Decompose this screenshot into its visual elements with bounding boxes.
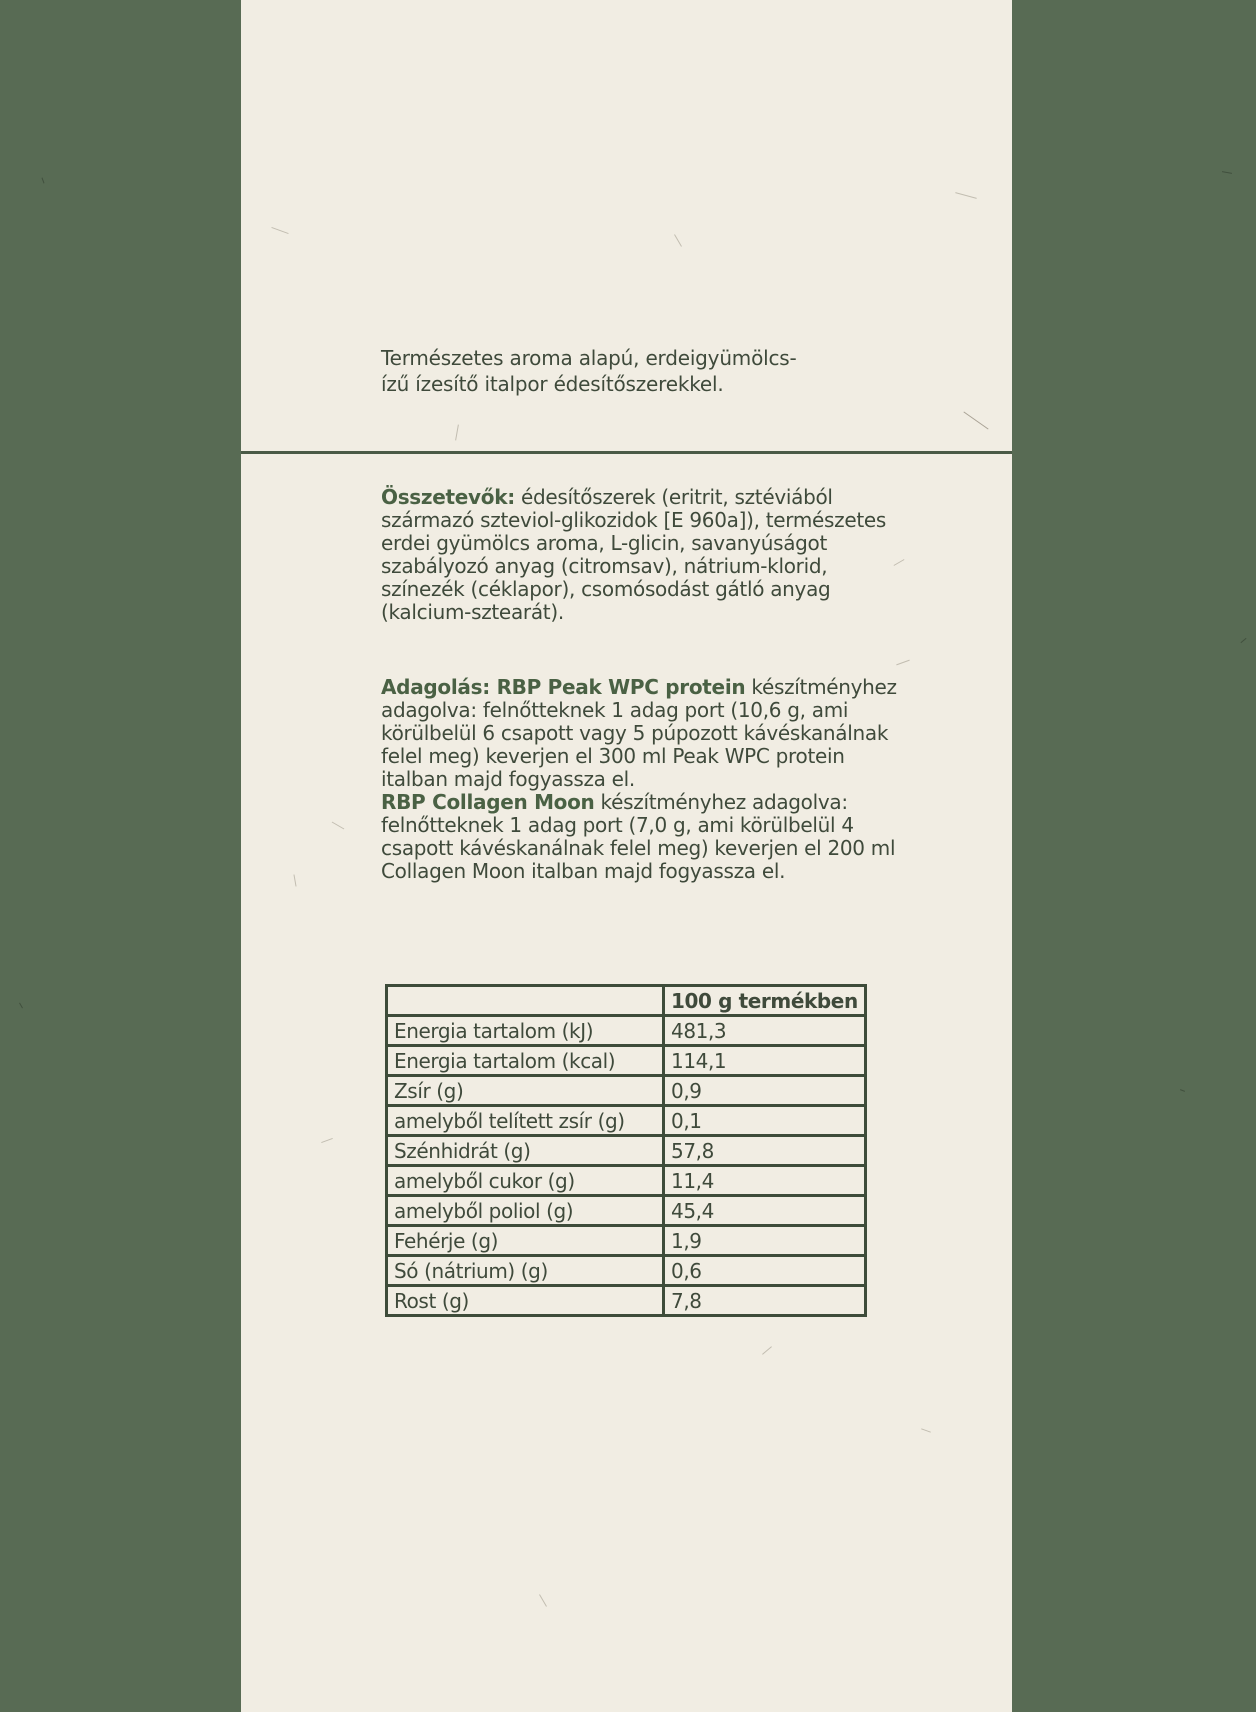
ingredients-section	[381, 486, 901, 624]
nutrition-header-blank	[387, 986, 664, 1016]
dosage-heading: Adagolás:	[381, 675, 490, 699]
nutrient-name: Energia tartalom (kcal)	[387, 1046, 664, 1076]
dosage-section	[381, 676, 901, 883]
background-speck	[1180, 1089, 1185, 1092]
nutrient-value: 0,6	[664, 1256, 866, 1286]
paper-fiber	[762, 1346, 772, 1354]
paper-fiber	[955, 192, 977, 199]
table-row	[387, 1196, 866, 1226]
table-row	[387, 1286, 866, 1316]
nutrient-name: amelyből cukor (g)	[387, 1166, 664, 1196]
background-speck	[1222, 171, 1232, 174]
paper-fiber	[321, 1138, 333, 1143]
background-speck	[42, 178, 45, 184]
nutrient-value: 1,9	[664, 1226, 866, 1256]
table-row	[387, 1226, 866, 1256]
paper-fiber	[674, 234, 682, 247]
nutrient-name: Energia tartalom (kJ)	[387, 1016, 664, 1046]
label-paper	[241, 0, 1012, 1712]
nutrient-name: Fehérje (g)	[387, 1226, 664, 1256]
nutrient-name: Rost (g)	[387, 1286, 664, 1316]
paper-fiber	[896, 660, 909, 666]
nutrient-name: Só (nátrium) (g)	[387, 1256, 664, 1286]
product-description: Természetes aroma alapú, erdeigyümölcs-ízű ízesítő italpor édesítőszerekkel.	[381, 346, 797, 396]
dosage-product-collagen: RBP Collagen Moon	[381, 790, 595, 814]
background-speck	[1240, 638, 1246, 643]
table-row	[387, 1106, 866, 1136]
table-row	[387, 1136, 866, 1166]
nutrient-value: 57,8	[664, 1136, 866, 1166]
paper-fiber	[455, 425, 459, 441]
paper-fiber	[963, 411, 988, 429]
nutrient-name: amelyből telített zsír (g)	[387, 1106, 664, 1136]
ingredients-text: édesítőszerek (eritrit, sztéviából származó szteviol-glikozidok [E 960a]), természetes erdei gyümölcs aroma, L-glicin, savanyúságot szabályozó anyag (citromsav), nátrium-klorid, színezék (céklapor), csomósodást gátló anyag (kalcium-sztearát).	[381, 485, 887, 624]
nutrient-value: 45,4	[664, 1196, 866, 1226]
nutrient-name: Zsír (g)	[387, 1076, 664, 1106]
paper-fiber	[293, 875, 296, 887]
table-row	[387, 1076, 866, 1106]
paper-fiber	[332, 822, 345, 830]
nutrient-value: 0,1	[664, 1106, 866, 1136]
table-row	[387, 1046, 866, 1076]
dosage-text-collagen: készítményhez adagolva: felnőtteknek 1 adag port (7,0 g, ami körülbelül 4 csapott kávéskanálnak felel meg) keverjen el 200 ml Collagen Moon italban majd fogyassza el.	[381, 790, 896, 883]
table-row	[387, 1016, 866, 1046]
nutrient-value: 7,8	[664, 1286, 866, 1316]
table-row	[387, 1166, 866, 1196]
nutrient-name: amelyből poliol (g)	[387, 1196, 664, 1226]
paper-fiber	[271, 227, 288, 234]
dosage-text-peak: készítményhez adagolva: felnőtteknek 1 adag port (10,6 g, ami körülbelül 6 csapott vagy 5 púpozott kávéskanálnak felel meg) keverjen el 300 ml Peak WPC protein italban majd fogyassza el.	[381, 675, 897, 791]
paper-fiber	[921, 1428, 931, 1432]
ingredients-heading: Összetevők:	[381, 485, 515, 509]
table-row	[387, 1256, 866, 1286]
nutrition-header-row	[387, 986, 866, 1016]
nutrition-header-per100g: 100 g termékben	[664, 986, 866, 1016]
dosage-product-peak: RBP Peak WPC protein	[489, 675, 746, 699]
nutrient-name: Szénhidrát (g)	[387, 1136, 664, 1166]
nutrient-value: 481,3	[664, 1016, 866, 1046]
background-speck	[19, 1003, 23, 1009]
paper-fiber	[539, 1594, 547, 1607]
nutrient-value: 114,1	[664, 1046, 866, 1076]
nutrient-value: 0,9	[664, 1076, 866, 1106]
section-divider	[241, 451, 1012, 454]
nutrition-table	[385, 984, 867, 1317]
nutrient-value: 11,4	[664, 1166, 866, 1196]
